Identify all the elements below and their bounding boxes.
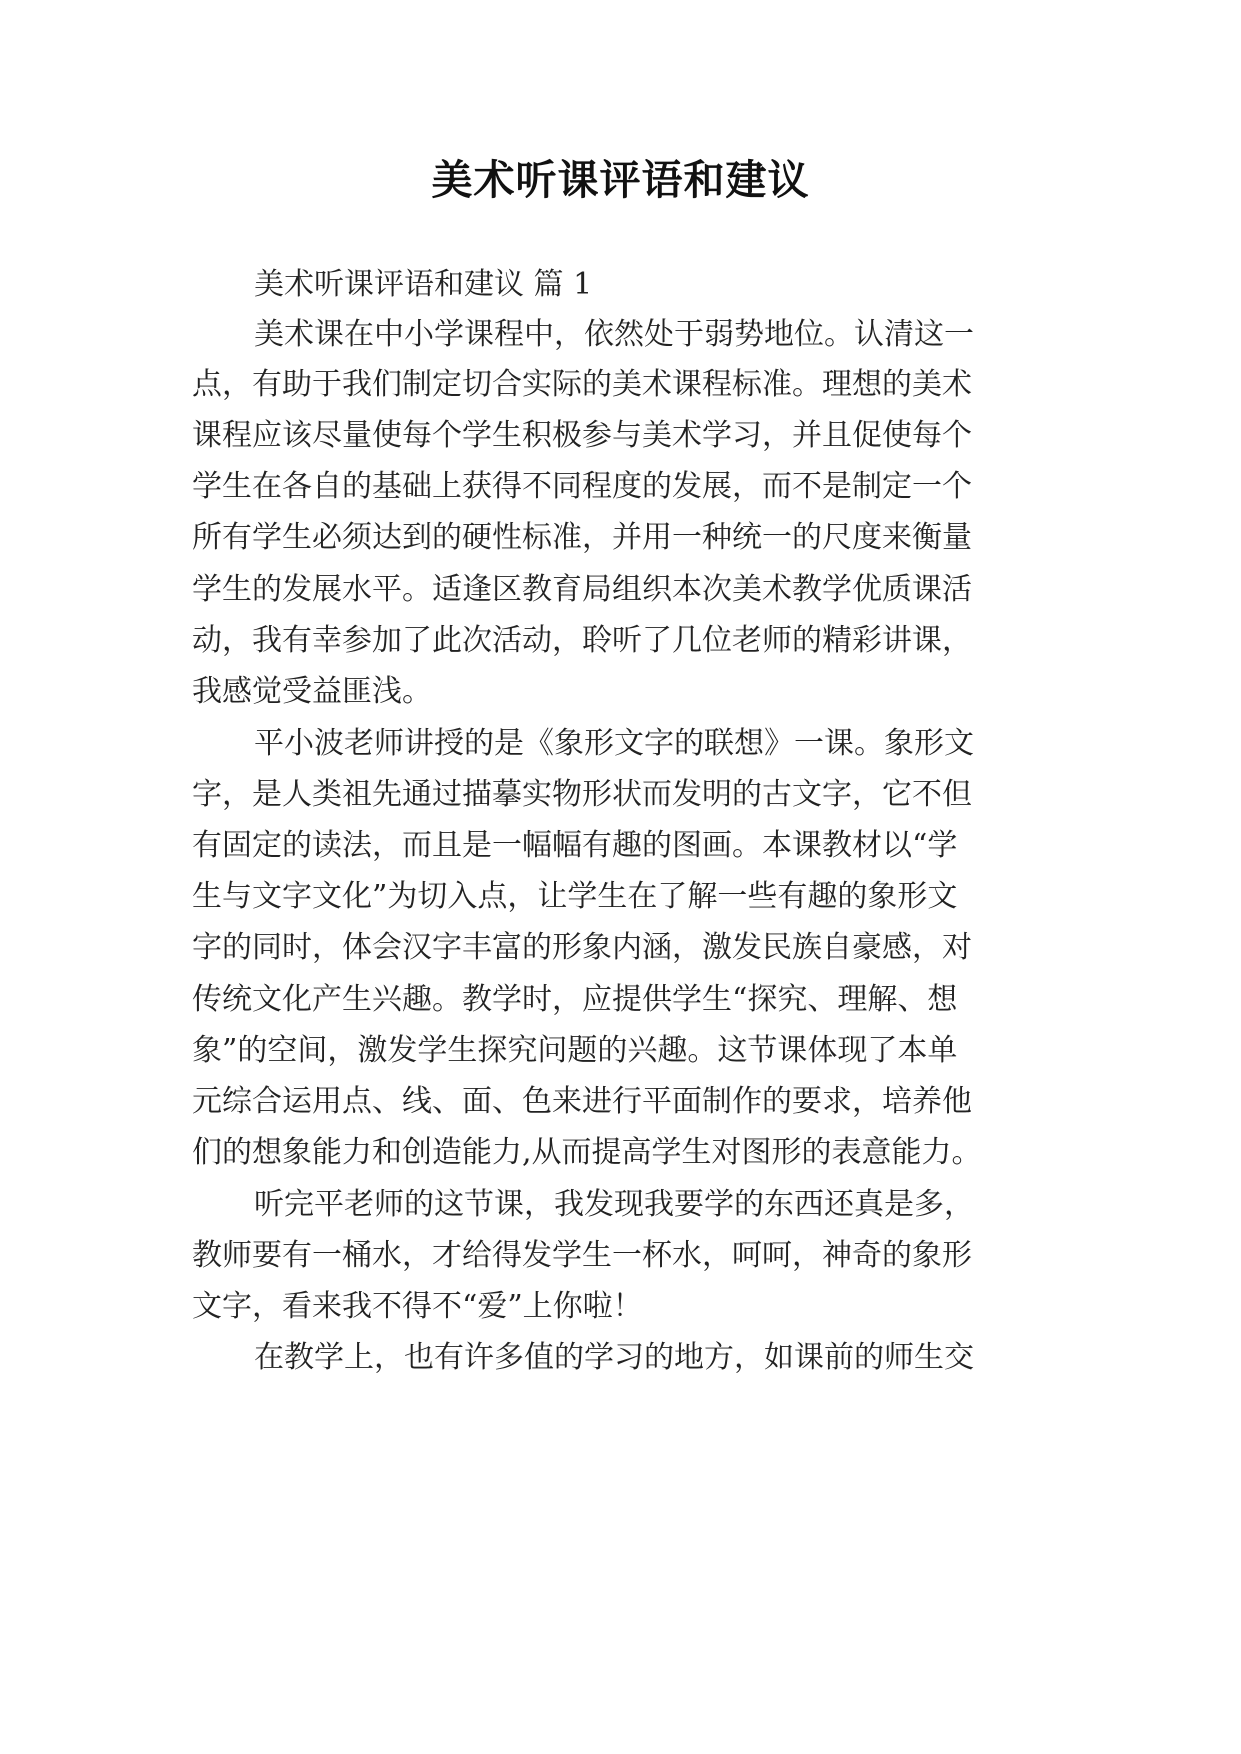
paragraph-line: 教师要有一桶水，才给得发学生一杯水，呵呵，神奇的象形 xyxy=(192,1238,972,1273)
paragraph-line: 元综合运用点、线、面、色来进行平面制作的要求，培养他 xyxy=(192,1084,972,1119)
paragraph-line: 所有学生必须达到的硬性标准，并用一种统一的尺度来衡量 xyxy=(192,520,972,555)
paragraph-line: 学生在各自的基础上获得不同程度的发展，而不是制定一个 xyxy=(192,469,972,504)
paragraph-line: 字的同时，体会汉字丰富的形象内涵，激发民族自豪感，对 xyxy=(192,930,972,965)
paragraph-line: 学生的发展水平。适逢区教育局组织本次美术教学优质课活 xyxy=(192,572,972,607)
paragraph-line: 字，是人类祖先通过描摹实物形状而发明的古文字，它不但 xyxy=(192,777,972,812)
paragraph-line: 听完平老师的这节课，我发现我要学的东西还真是多， xyxy=(254,1187,974,1222)
paragraph-line: 平小波老师讲授的是《象形文字的联想》一课。象形文 xyxy=(254,726,974,761)
paragraph-line: 传统文化产生兴趣。教学时，应提供学生“探究、理解、想 xyxy=(192,982,958,1017)
paragraph-line: 动，我有幸参加了此次活动，聆听了几位老师的精彩讲课， xyxy=(192,623,972,658)
paragraph-line: 课程应该尽量使每个学生积极参与美术学习，并且促使每个 xyxy=(192,418,972,453)
paragraph-line: 文字，看来我不得不“爱”上你啦！ xyxy=(192,1289,643,1324)
paragraph-line: 们的想象能力和创造能力,从而提高学生对图形的表意能力。 xyxy=(192,1135,982,1170)
paragraph-line: 在教学上，也有许多值的学习的地方，如课前的师生交 xyxy=(254,1340,974,1375)
section-heading: 美术听课评语和建议 篇 1 xyxy=(254,267,593,302)
paragraph-line: 象”的空间，激发学生探究问题的兴趣。这节课体现了本单 xyxy=(192,1033,958,1068)
paragraph-line: 点，有助于我们制定切合实际的美术课程标准。理想的美术 xyxy=(192,367,972,402)
paragraph-line: 美术课在中小学课程中，依然处于弱势地位。认清这一 xyxy=(254,317,974,352)
paragraph-line: 生与文字文化”为切入点，让学生在了解一些有趣的象形文 xyxy=(192,879,958,914)
paragraph-line: 有固定的读法，而且是一幅幅有趣的图画。本课教材以“学 xyxy=(192,828,958,863)
paragraph-line: 我感觉受益匪浅。 xyxy=(192,674,432,709)
document-title: 美术听课评语和建议 xyxy=(431,156,810,204)
